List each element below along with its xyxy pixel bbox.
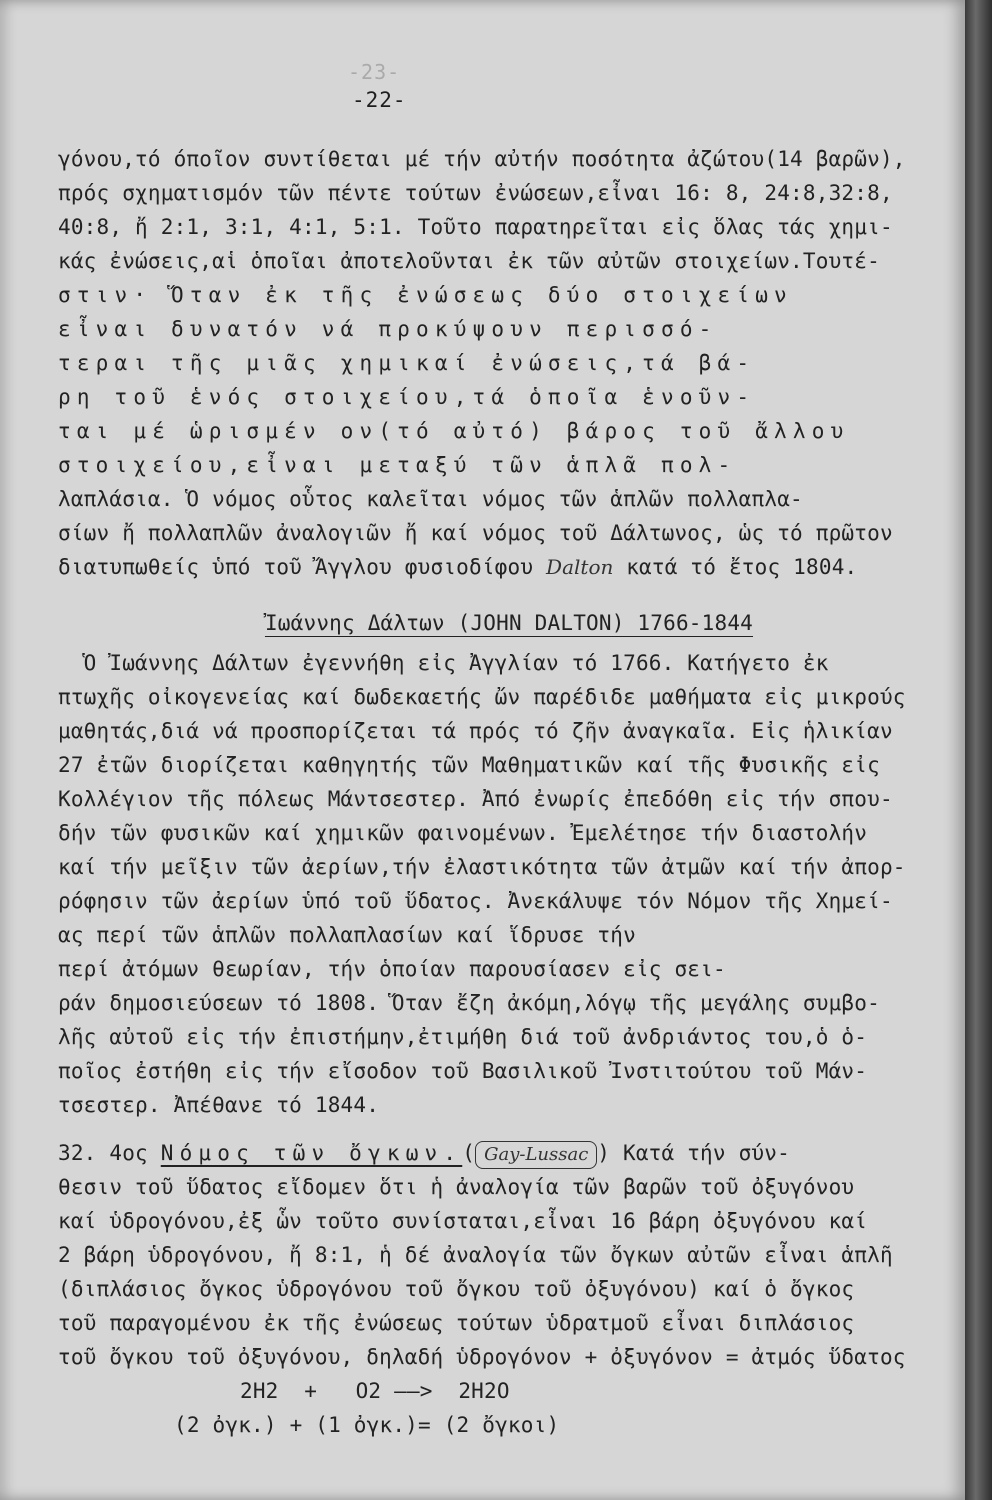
section-32-law-of-volumes	[58, 1136, 960, 1442]
text-line: καί τήν μεῖξιν τῶν ἀερίων,τήν ἐλαστικότητα τῶν ἀτμῶν καί τήν ἀπορ-	[58, 855, 906, 879]
paren-close: )	[597, 1141, 611, 1165]
text-line: περί ἀτόμων θεωρίαν, τήν ὁποίαν παρουσίασεν εἰς σει-	[58, 957, 726, 981]
handwritten-name: Gay-Lussac	[475, 1141, 597, 1169]
spacer	[58, 584, 960, 606]
page-edge-shadow	[965, 0, 992, 1500]
text-line: μαθητάς,διά νά προσπορίζεται τά πρός τό ζῆν ἀναγκαῖα. Εἰς ἡλικίαν	[58, 719, 893, 743]
handwritten-annotation: Dalton	[546, 555, 614, 579]
text-line: 2 βάρη ὑδρογόνου, ἤ 8:1, ἡ δέ ἀναλογία τῶν ὄγκων αὐτῶν εἶναι ἁπλῆ	[58, 1243, 893, 1267]
text-line: ποῖος ἐστήθη εἰς τήν εἴσοδον τοῦ Βασιλικοῦ Ἰνστιτούτου τοῦ Μάν-	[58, 1059, 868, 1083]
page-number: -22-	[352, 88, 407, 112]
text-line: ρόφησιν τῶν ἀερίων ὑπό τοῦ ὕδατος. Ἀνεκάλυψε τόν Νόμον τῆς Χημεί-	[58, 889, 893, 913]
text-line: κάς ἐνώσεις,αἱ ὁποῖαι ἀποτελοῦνται ἐκ τῶν αὐτῶν στοιχείων.Τουτέ-	[58, 249, 880, 273]
bleed-through-page-number: -23-	[348, 60, 401, 84]
text-line: 27 ἐτῶν διορίζεται καθηγητής τῶν Μαθηματικῶν καί τῆς Φυσικῆς εἰς	[58, 753, 880, 777]
volume-equation: (2 ὀγκ.) + (1 ὀγκ.)= (2 ὄγκοι)	[174, 1413, 560, 1437]
text-line-spaced: τεραι τῆς μιᾶς χημικαί ἐνώσεις,τά βά-	[58, 351, 756, 375]
text-line: τσεστερ. Ἀπέθανε τό 1844.	[58, 1093, 380, 1117]
text-line: Ὁ Ἰωάννης Δάλτων ἐγεννήθη εἰς Ἀγγλίαν τό 1766. Κατήγετο ἐκ	[58, 651, 829, 675]
text-line: καί ὑδρογόνου,ἐξ ὧν τοῦτο συνίσταται,εἶναι 16 βάρη ὀξυγόνου καί	[58, 1209, 868, 1233]
text-line: πτωχῆς οἰκογενείας καί δωδεκαετής ὤν παρέδιδε μαθήματα εἰς μικρούς	[58, 685, 906, 709]
text-line: γόνου,τό όποῖον συντίθεται μέ τήν αὐτήν ποσότητα ἀζώτου(14 βαρῶν),	[58, 147, 906, 171]
text-line: ας περί τῶν ἁπλῶν πολλαπλασίων καί ἵδρυσε τήν	[58, 923, 636, 947]
text-segment: κατά τό ἔτος 1804.	[613, 555, 858, 579]
spacer	[58, 1122, 960, 1136]
document-body	[58, 142, 960, 1442]
text-line-spaced: εἶναι δυνατόν νά προκύψουν περισσό-	[58, 317, 718, 341]
text-line-spaced: ρη τοῦ ἑνός στοιχείου,τά ὁποῖα ἑνοῦν-	[58, 385, 756, 409]
text-line-spaced: στιν· Ὅταν ἐκ τῆς ἐνώσεως δύο στοιχείων	[58, 283, 793, 307]
text-line-spaced: στοιχείου,εἶναι μεταξύ τῶν ἁπλᾶ πολ-	[58, 453, 737, 477]
text-segment: διατυπωθείς ὑπό τοῦ Ἄγγλου φυσιοδίφου	[58, 555, 547, 579]
text-line: Κολλέγιον τῆς πόλεως Μάντσεστερ. Ἀπό ἐνωρίς ἐπεδόθη εἰς τήν σπου-	[58, 787, 893, 811]
text-line: ράν δημοσιεύσεων τό 1808. Ὅταν ἔζη ἀκόμη,λόγῳ τῆς μεγάλης συμβο-	[58, 991, 880, 1015]
text-line: τοῦ παραγομένου ἐκ τῆς ἐνώσεως τούτων ὑδρατμοῦ εἶναι διπλάσιος	[58, 1311, 855, 1335]
text-line: (διπλάσιος ὄγκος ὑδρογόνου τοῦ ὄγκου τοῦ ὀξυγόνου) καί ὁ ὄγκος	[58, 1277, 855, 1301]
chemical-equation: 2H2 + O2 ——> 2H2O	[240, 1379, 510, 1403]
section-number: 32. 4ος	[58, 1141, 161, 1165]
text-line	[58, 550, 960, 584]
text-line: πρός σχηματισμόν τῶν πέντε τούτων ἐνώσεων,εἶναι 16: 8, 24:8,32:8,	[58, 181, 893, 205]
text-line: δήν τῶν φυσικῶν καί χημικῶν φαινομένων. Ἐμελέτησε τήν διαστολήν	[58, 821, 868, 845]
text-line: σίων ἤ πολλαπλῶν ἀναλογιῶν ἤ καί νόμος τοῦ Δάλτωνος, ὡς τό πρῶτον	[58, 521, 893, 545]
text-line: τοῦ ὄγκου τοῦ ὀξυγόνου, δηλαδή ὑδρογόνον + ὀξυγόνον = ἀτμός ὕδατος	[58, 1345, 906, 1369]
paren-open: (	[462, 1141, 476, 1165]
law-title: Νόμος τῶν ὄγκων.	[160, 1141, 463, 1165]
text-line: θεσιν τοῦ ὕδατος εἴδομεν ὅτι ἡ ἀναλογία τῶν βαρῶν τοῦ ὀξυγόνου	[58, 1175, 855, 1199]
text-line: λῆς αὐτοῦ εἰς τήν ἐπιστήμην,ἐτιμήθη διά τοῦ ἀνδριάντος του,ὁ ὁ-	[58, 1025, 868, 1049]
text-line-spaced: ται μέ ὡρισμέν ον(τό αὐτό) βάρος τοῦ ἄλλου	[58, 419, 850, 443]
text-line: 40:8, ἤ 2:1, 3:1, 4:1, 5:1. Τοῦτο παρατηρεῖται εἰς ὅλας τάς χημι-	[58, 215, 893, 239]
text-line: λαπλάσια. Ὁ νόμος οὗτος καλεῖται νόμος τῶν ἁπλῶν πολλαπλα-	[58, 487, 803, 511]
section-heading-line	[58, 1136, 960, 1170]
paragraph-multiple-proportions	[58, 142, 960, 584]
text-segment: Κατά τήν σύν-	[610, 1141, 790, 1165]
biography-heading: Ἰωάννης Δάλτων (JOHN DALTON) 1766-1844	[264, 611, 754, 635]
paragraph-dalton-biography	[58, 646, 960, 1122]
